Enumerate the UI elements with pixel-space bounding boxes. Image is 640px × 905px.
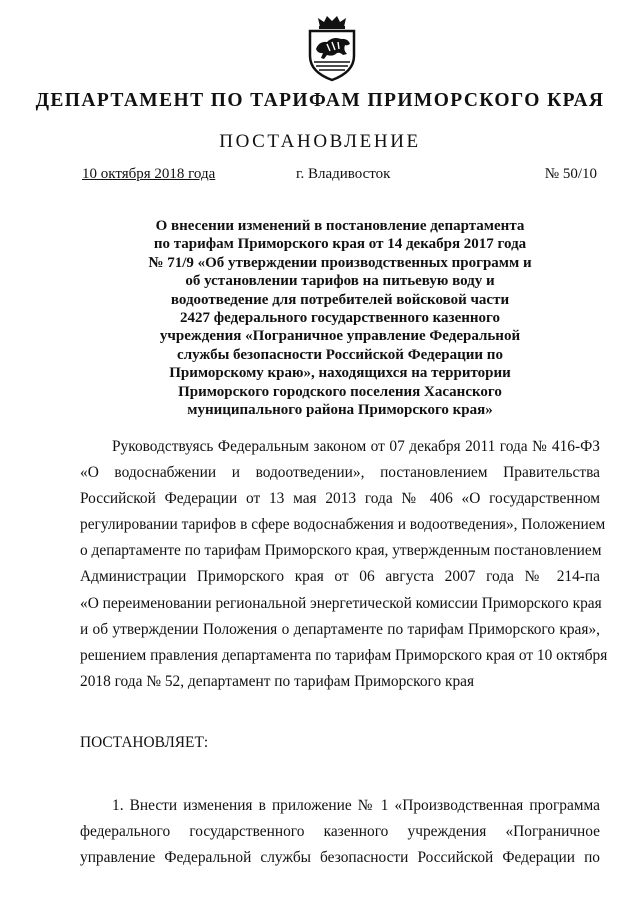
preamble-line: и об утверждении Положения о департаменте по тарифам Приморского края», [80,620,600,638]
coat-of-arms-icon [303,14,361,82]
title-line: 2427 федерального государственного казенного [180,310,500,327]
preamble-line: Российской Федерации от 13 мая 2013 года № 406 «О государственном [80,490,600,508]
title-line: по тарифам Приморского края от 14 декабря 2017 года [153,236,527,253]
title-line: № 71/9 «Об утверждении производственных программ и [148,254,532,271]
item-line: 1. Внести изменения в приложение № 1 «Производственная программа [112,797,600,814]
preamble-line: 2018 года № 52, департамент по тарифам Приморского края [80,672,475,690]
preamble-line: решением правления департамента по тарифам Приморского края от 10 октября [80,646,608,664]
item-1-paragraph [80,793,600,871]
document-type: ПОСТАНОВЛЕНИЕ [219,131,421,152]
preamble-line: «О переименовании региональной энергетической комиссии Приморского края [80,594,602,612]
title-line: об установлении тарифов на питьевую воду и [185,273,495,290]
preamble-line: Администрации Приморского края от 06 августа 2007 года № 214-па [80,568,600,586]
title-line: службы безопасности Российской Федерации по [177,346,503,363]
preamble-line: Руководствуясь Федеральным законом от 07 декабря 2011 года № 416-ФЗ [112,438,600,455]
title-line: О внесении изменений в постановление департамента [155,218,525,234]
preamble-line: «О водоснабжении и водоотведении», постановлением Правительства [80,464,600,482]
department-heading: ДЕПАРТАМЕНТ ПО ТАРИФАМ ПРИМОРСКОГО КРАЯ [35,90,605,111]
item-line: управление Федеральной службы безопасности Российской Федерации по [80,849,600,867]
preamble-line: о департаменте по тарифам Приморского края, утвержденным постановлением [80,542,602,560]
title-line: водоотведение для потребителей войсковой части [170,291,510,308]
title-line: Приморского городского поселения Хасанского [178,383,502,400]
document-date: 10 октября 2018 года [82,166,216,182]
resolves-heading: ПОСТАНОВЛЯЕТ: [80,734,209,751]
preamble-line: регулировании тарифов в сфере водоснабжения и водоотведения», Положением [80,516,606,534]
preamble-paragraph [80,434,608,695]
title-line: Приморскому краю», находящихся на территории [169,365,511,382]
title-line: муниципального района Приморского края» [187,402,493,419]
title-line: учреждения «Пограничное управление Федеральной [159,328,521,345]
document-number: № 50/10 [544,166,597,182]
document-city: г. Владивосток [296,166,391,182]
document-title [80,217,600,419]
item-line: федерального государственного казенного учреждения «Пограничное [80,823,600,841]
